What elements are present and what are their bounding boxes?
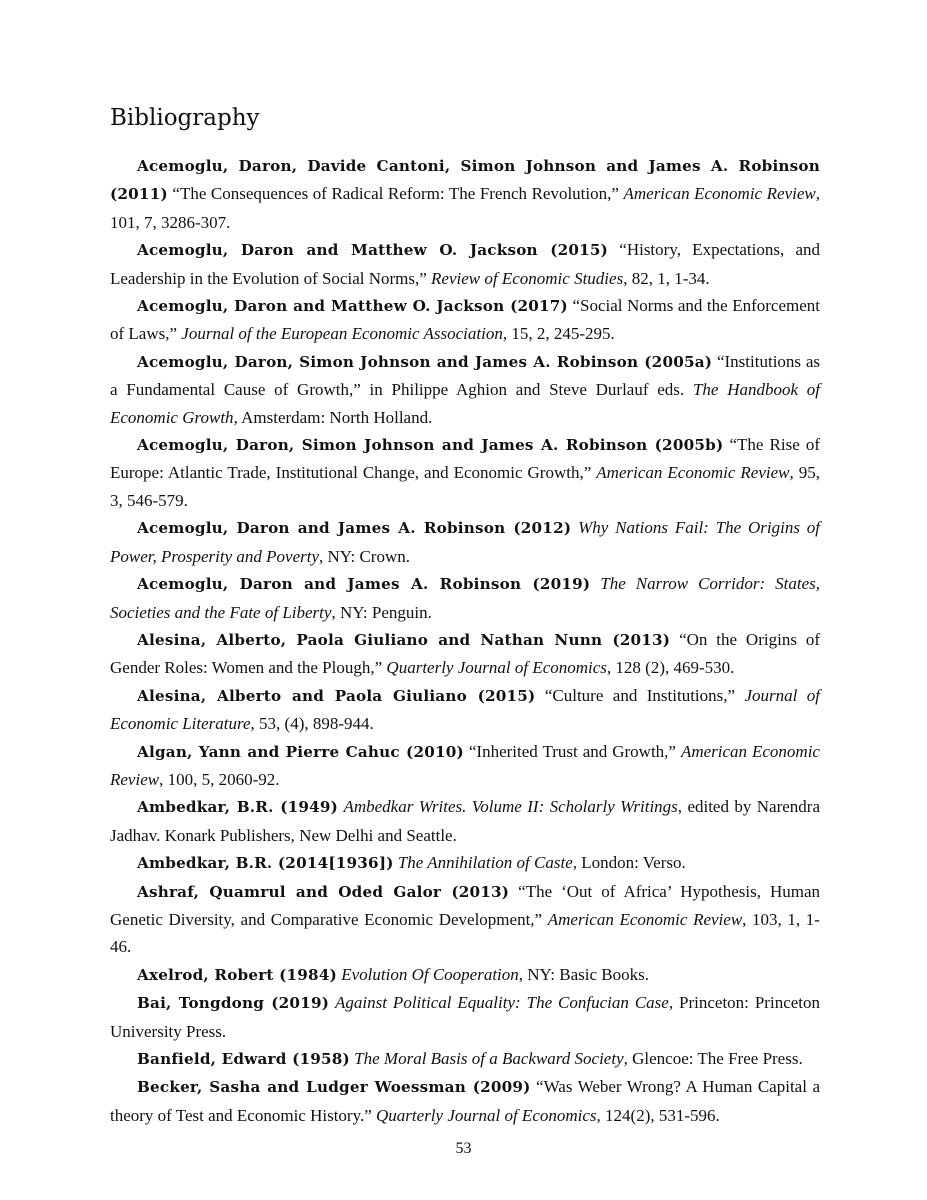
entry-title: “Culture and Institutions,” [535, 685, 745, 705]
entry-details: , Glencoe: The Free Press. [623, 1049, 803, 1068]
entry-source: Journal of Economic Literature [110, 685, 820, 734]
entry-details: , 82, 1, 1-34. [623, 268, 710, 288]
entry-source: Evolution Of Cooperation [341, 964, 519, 984]
entry-title: “The ‘Out of Africa’ Hypothesis, Human Genetic Diversity, and Comparative Economic Development,” [110, 881, 821, 929]
bibliography-entry [110, 682, 820, 738]
entry-authors: Ambedkar, B.R. (1949) [137, 798, 339, 817]
entry-source: The Narrow Corridor: States, Societies and the Fate of Liberty [110, 574, 820, 622]
bibliography-entry [110, 738, 820, 794]
entry-source: American Economic Review [110, 741, 820, 789]
bibliography-entry [110, 878, 820, 961]
bibliography-entry [110, 849, 820, 877]
entry-title: “Inherited Trust and Growth,” [463, 741, 681, 761]
entry-details: , NY: Basic Books. [518, 964, 649, 984]
entry-authors: Ashraf, Quamrul and Oded Galor (2013) [137, 882, 510, 901]
bibliography-entry [110, 570, 820, 626]
entry-authors: Ambedkar, B.R. (2014[1936]) [137, 854, 394, 873]
entry-source: Why Nations Fail: The Origins of Power, Prosperity and Poverty [110, 518, 821, 566]
bibliography-entry [110, 236, 820, 292]
entry-authors: Banfield, Edward (1958) [137, 1050, 350, 1068]
entry-details: , NY: Penguin. [331, 602, 432, 622]
entry-details: , 95, 3, 546-579. [110, 463, 820, 510]
entry-details: , 53, (4), 898-944. [250, 714, 374, 734]
entry-authors: Acemoglu, Daron and Matthew O. Jackson (2015) [137, 241, 609, 260]
bibliography-list [110, 152, 820, 1129]
entry-authors: Acemoglu, Daron and James A. Robinson (2012) [137, 519, 572, 538]
entry-source: Journal of the European Economic Association [181, 324, 503, 344]
entry-authors: Bai, Tongdong (2019) [137, 994, 330, 1013]
entry-authors: Becker, Sasha and Ludger Woessman (2009) [137, 1078, 531, 1097]
entry-details: , 100, 5, 2060-92. [159, 769, 280, 789]
entry-source: The Handbook of Economic Growth [110, 380, 821, 427]
entry-source: The Annihilation of Caste [397, 853, 573, 873]
entry-title: “Social Norms and the Enforcement of Laws,” [110, 296, 820, 344]
entry-authors: Alesina, Alberto, Paola Giuliano and Nathan Nunn (2013) [137, 630, 671, 649]
entry-authors: Acemoglu, Daron, Simon Johnson and James A. Robinson (2005a) [137, 352, 713, 371]
page-number: 53 [455, 1140, 472, 1157]
bibliography-entry [110, 514, 820, 570]
entry-authors: Acemoglu, Daron, Simon Johnson and James A. Robinson (2005b) [137, 436, 724, 455]
entry-source: Review of Economic Studies [431, 268, 624, 288]
entry-source: American Economic Review [547, 909, 743, 929]
bibliography-entry [110, 793, 820, 849]
bibliography-entry [110, 626, 820, 682]
bibliography-entry [110, 1073, 820, 1129]
entry-details: , edited by Narendra Jadhav. Konark Publishers, New Delhi and Seattle. [110, 797, 820, 845]
entry-authors: Algan, Yann and Pierre Cahuc (2010) [137, 742, 464, 761]
entry-source: Quarterly Journal of Economics [386, 658, 607, 678]
entry-title: “Institutions as a Fundamental Cause of Growth,” in Philippe Aghion and Steve Durlauf eds. [110, 351, 820, 400]
bibliography-entry [110, 292, 820, 348]
entry-details: , 103, 1, 1-46. [110, 909, 820, 957]
entry-title: “The Consequences of Radical Reform: The French Revolution,” [167, 184, 624, 204]
entry-source: Quarterly Journal of Economics [376, 1105, 597, 1125]
entry-authors: Acemoglu, Daron and Matthew O. Jackson (2017) [137, 297, 568, 316]
entry-title: “On the Origins of Gender Roles: Women and the Plough,” [110, 629, 820, 678]
entry-details: , 128 (2), 469-530. [606, 658, 735, 678]
bibliography-entry [110, 431, 820, 514]
entry-source: Against Political Equality: The Confucian Case [335, 993, 669, 1013]
entry-title: “Was Weber Wrong? A Human Capital a theory of Test and Economic History.” [110, 1077, 821, 1125]
entry-details: , London: Verso. [572, 853, 686, 873]
section-heading: Bibliography [110, 105, 260, 131]
entry-source: American Economic Review [596, 463, 790, 483]
entry-title: “The Rise of Europe: Atlantic Trade, Institutional Change, and Economic Growth,” [110, 435, 821, 483]
entry-title: “History, Expectations, and Leadership in the Evolution of Social Norms,” [110, 240, 820, 288]
entry-source: Ambedkar Writes. Volume II: Scholarly Writings [343, 797, 678, 817]
bibliography-entry [110, 989, 820, 1045]
entry-authors: Alesina, Alberto and Paola Giuliano (2015) [137, 686, 536, 705]
entry-title [590, 574, 600, 593]
entry-details: , NY: Crown. [319, 546, 410, 566]
bibliography-entry [110, 152, 820, 236]
entry-source: The Moral Basis of a Backward Society [354, 1049, 624, 1068]
entry-authors: Acemoglu, Daron, Davide Cantoni, Simon Johnson and James A. Robinson (2011) [110, 157, 820, 204]
entry-details: , 101, 7, 3286-307. [110, 184, 820, 232]
entry-details: , 124(2), 531-596. [596, 1105, 720, 1125]
entry-authors: Acemoglu, Daron and James A. Robinson (2019) [137, 575, 591, 594]
bibliography-entry [110, 961, 820, 989]
entry-details: , Princeton: Princeton University Press. [110, 993, 821, 1041]
entry-details: , 15, 2, 245-295. [502, 324, 615, 344]
bibliography-entry [110, 1045, 820, 1073]
entry-authors: Axelrod, Robert (1984) [137, 965, 337, 984]
entry-source: American Economic Review [623, 184, 816, 204]
entry-details: , Amsterdam: North Holland. [233, 407, 433, 427]
bibliography-entry [110, 348, 820, 431]
